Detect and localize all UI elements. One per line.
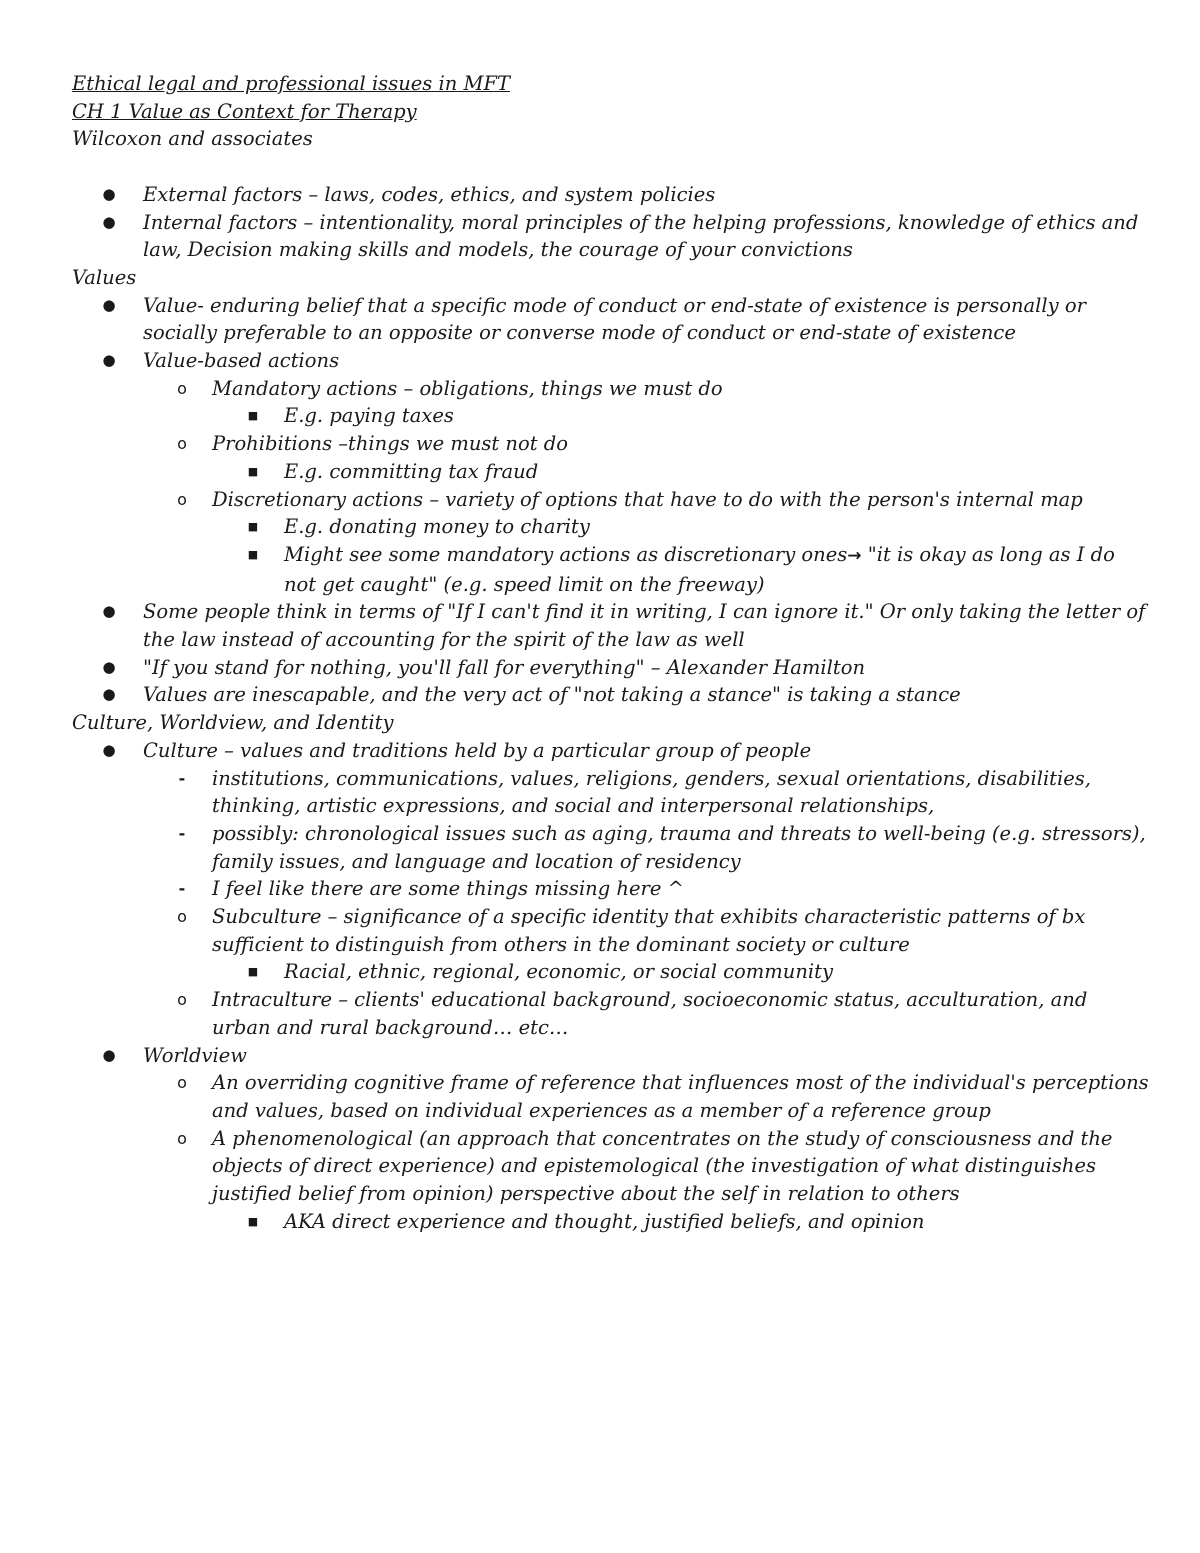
list-item-worldview-phenomenological: o A phenomenological (an approach that concentrates on the study of consciousness and the objects of direct experience) and epistemological (the investigation of what distinguishes justified belief from opinion) perspective about the self in relation to others [72,1125,1152,1208]
list-item-discretionary-note: ■ Might see some mandatory actions as discretionary ones→ "it is okay as long as I do not get caught" (e.g. speed limit on the freeway) [247,542,1115,596]
bullet-icon: ● [102,295,116,314]
dash-bullet-icon: - [178,768,186,788]
list-item-value-based-actions: ● Value-based actions [72,347,1152,375]
dash-bullet-icon: - [178,879,186,899]
list-item-discretionary-actions: o Discretionary actions – variety of options that have to do with the person's internal map [72,486,1152,514]
square-bullet-icon: ■ [247,1214,259,1228]
document-title: Ethical legal and professional issues in MFT [72,72,510,95]
circle-bullet-icon: o [177,378,187,398]
list-item-external-factors: ● External factors – laws, codes, ethics, and system policies [72,181,1152,209]
list-item-subculture: o Subculture – significance of a specific identity that exhibits characteristic patterns of bx sufficient to distinguish from others in the dominant society or culture [72,903,1152,958]
circle-bullet-icon: o [177,1128,187,1148]
list-item-worldview-frame: o An overriding cognitive frame of reference that influences most of the individual's perceptions and values, based on individual experiences as a member of a reference group [72,1069,1152,1124]
square-bullet-icon: ■ [247,547,259,561]
list-item-mandatory-actions: o Mandatory actions – obligations, things we must do [72,375,1152,403]
bullet-icon: ● [102,184,116,203]
list-item-institutions: - institutions, communications, values, religions, genders, sexual orientations, disabilities, thinking, artistic expressions, and social and interpersonal relationships, [72,765,1152,820]
blank-line [72,153,1152,181]
chapter-title: CH 1 Value as Context for Therapy [72,99,417,123]
list-item-worldview-aka: ■ AKA direct experience and thought, justified beliefs, and opinion [72,1208,1152,1236]
square-bullet-icon: ■ [247,409,259,423]
square-bullet-icon: ■ [247,965,259,979]
list-item-discretionary-example: ■ E.g. donating money to charity [72,513,1152,541]
bullet-icon: ● [102,685,116,704]
list-item-internal-factors: ● Internal factors – intentionality, moral principles of the helping professions, knowledge of ethics and law, Decision making skills and models, the courage of your convictions [102,210,1139,262]
bullet-icon: ● [102,351,116,370]
authors-line: Wilcoxon and associates [72,127,313,151]
circle-bullet-icon: o [177,434,187,454]
list-item-prohibitions: o Prohibitions –things we must not do [72,430,1152,458]
document-body [72,70,1152,1236]
list-item-intraculture: o Intraculture – clients' educational background, socioeconomic status, acculturation, and urban and rural background… etc… [72,986,1152,1041]
section-heading-values: Values [72,265,137,289]
bullet-icon: ● [102,602,116,621]
circle-bullet-icon: o [177,990,187,1010]
list-item-letter-of-law: ● Some people think in terms of "If I can't find it in writing, I can ignore it." Or only taking the letter of the law instead of accounting for the spirit of the law as well [102,600,1146,652]
list-item-possibly: - possibly: chronological issues such as aging, trauma and threats to well-being (e.g. stressors), family issues, and language and location of residency [72,820,1152,875]
bullet-icon: ● [102,657,116,676]
bullet-icon: ● [102,1045,116,1064]
dash-bullet-icon: - [178,823,186,843]
list-item-worldview: ● Worldview [72,1042,1152,1070]
arrow-right-icon: → [847,545,862,566]
list-item-culture: ● Culture – values and traditions held by a particular group of people [72,737,1152,765]
list-item-missing-note: - I feel like there are some things missing here ^ [72,875,1152,903]
section-heading-culture: Culture, Worldview, and Identity [72,711,394,735]
circle-bullet-icon: o [177,489,187,509]
circle-bullet-icon: o [177,1073,187,1093]
list-item-values-inescapable: ● Values are inescapable, and the very act of "not taking a stance" is taking a stance [72,681,1152,709]
bullet-icon: ● [102,740,116,759]
bullet-icon: ● [102,212,116,231]
list-item-hamilton-quote: ● "If you stand for nothing, you'll fall for everything" – Alexander Hamilton [72,654,1152,682]
list-item-prohibitions-example: ■ E.g. committing tax fraud [72,458,1152,486]
circle-bullet-icon: o [177,907,187,927]
square-bullet-icon: ■ [247,520,259,534]
list-item-mandatory-example: ■ E.g. paying taxes [72,402,1152,430]
list-item-value-definition: ● Value- enduring belief that a specific mode of conduct or end-state of existence is personally or socially preferable to an opposite or converse mode of conduct or end-state of existence [102,293,1086,345]
square-bullet-icon: ■ [247,464,259,478]
list-item-subculture-example: ■ Racial, ethnic, regional, economic, or social community [72,958,1152,986]
